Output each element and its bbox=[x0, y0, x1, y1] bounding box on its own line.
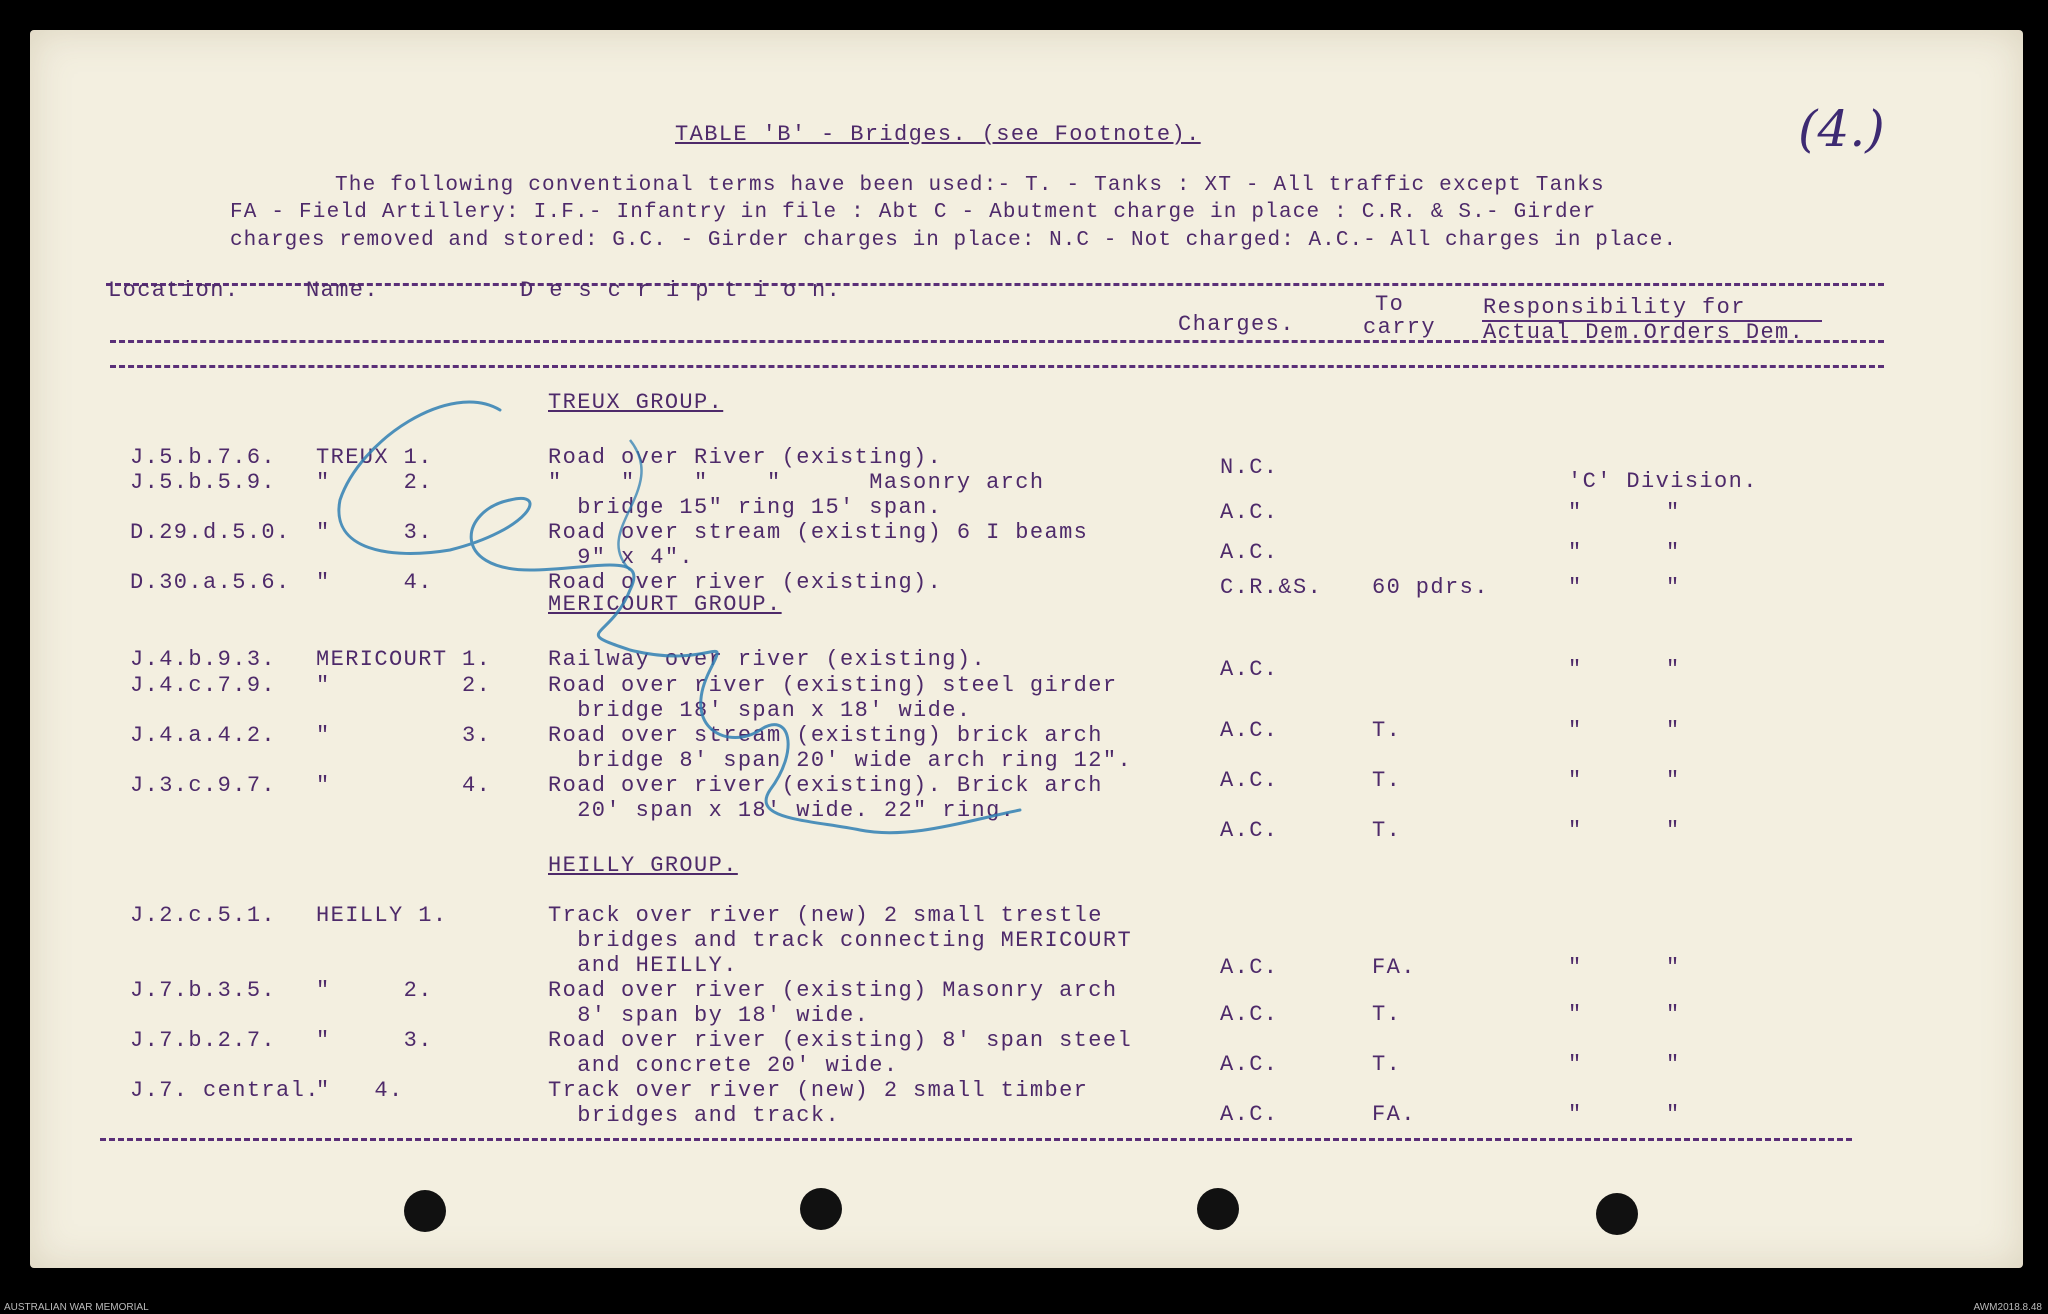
intro-line-1: The following conventional terms have been used:- T. - Tanks : XT - All traffic except Tanks bbox=[335, 174, 1605, 197]
cell-charges: A.C. bbox=[1220, 657, 1279, 682]
cell-actual-dem: " bbox=[1568, 768, 1583, 793]
cell-location: D.30.a.5.6. bbox=[130, 570, 291, 595]
cell-actual-dem: " bbox=[1568, 575, 1583, 600]
cell-description: " " " " Masonry arch bbox=[548, 470, 1045, 495]
cell-description: and HEILLY. bbox=[548, 953, 738, 978]
cell-description: and concrete 20' wide. bbox=[548, 1053, 899, 1078]
cell-description: Track over river (new) 2 small trestle bbox=[548, 903, 1103, 928]
cell-carry: T. bbox=[1372, 718, 1402, 743]
table-title: TABLE 'B' - Bridges. (see Footnote). bbox=[675, 122, 1201, 147]
cell-location: J.7.b.3.5. bbox=[130, 978, 277, 1003]
cell-name: " 2. bbox=[316, 978, 433, 1003]
cell-orders-dem: " bbox=[1666, 768, 1681, 793]
cell-name: TREUX 1. bbox=[316, 445, 433, 470]
cell-charges: A.C. bbox=[1220, 540, 1279, 565]
intro-line-3: charges removed and stored: G.C. - Girder charges in place: N.C - Not charged: A.C.- All charges in place. bbox=[230, 229, 1678, 252]
cell-description: 8' span by 18' wide. bbox=[548, 1003, 870, 1028]
group-heading: TREUX GROUP. bbox=[548, 390, 724, 415]
cell-description: Railway over river (existing). bbox=[548, 647, 987, 672]
cell-charges: A.C. bbox=[1220, 718, 1279, 743]
cell-orders-dem: " bbox=[1666, 1052, 1681, 1077]
cell-carry: FA. bbox=[1372, 1102, 1416, 1127]
cell-location: J.3.c.9.7. bbox=[130, 773, 277, 798]
cell-description: Road over River (existing). bbox=[548, 445, 943, 470]
cell-orders-dem: " bbox=[1666, 1102, 1681, 1127]
footer-right: AWM2018.8.48 bbox=[1973, 1302, 2042, 1313]
cell-carry: T. bbox=[1372, 1002, 1402, 1027]
cell-name: " 2. bbox=[316, 673, 492, 698]
cell-location: J.7. central. bbox=[130, 1078, 320, 1103]
cell-name: HEILLY 1. bbox=[316, 903, 448, 928]
footer-left: AUSTRALIAN WAR MEMORIAL bbox=[4, 1302, 149, 1313]
cell-name: " 2. bbox=[316, 470, 433, 495]
cell-carry: T. bbox=[1372, 768, 1402, 793]
cell-description: 9" x 4". bbox=[548, 545, 695, 570]
cell-name: " 3. bbox=[316, 520, 433, 545]
col-header-location: Location. bbox=[108, 278, 240, 303]
cell-charges: A.C. bbox=[1220, 1052, 1279, 1077]
group-heading: HEILLY GROUP. bbox=[548, 853, 738, 878]
cell-actual-dem: " bbox=[1568, 718, 1583, 743]
cell-name: " 4. bbox=[316, 570, 433, 595]
cell-charges: N.C. bbox=[1220, 455, 1279, 480]
cell-location: J.4.a.4.2. bbox=[130, 723, 277, 748]
cell-actual-dem: " bbox=[1568, 1102, 1583, 1127]
page-number: (4.) bbox=[1798, 100, 1885, 158]
cell-orders-dem: " bbox=[1666, 1002, 1681, 1027]
cell-description: Road over river (existing). Brick arch bbox=[548, 773, 1103, 798]
cell-description: Road over stream (existing) 6 I beams bbox=[548, 520, 1089, 545]
intro-line-2: FA - Field Artillery: I.F.- Infantry in file : Abt C - Abutment charge in place : C.R. & S.- Girder bbox=[230, 201, 1597, 224]
cell-charges: C.R.&S. bbox=[1220, 575, 1323, 600]
col-header-charges: Charges. bbox=[1178, 312, 1295, 337]
cell-description: bridge 15" ring 15' span. bbox=[548, 495, 943, 520]
cell-name: " 3. bbox=[316, 1028, 433, 1053]
cell-charges: A.C. bbox=[1220, 818, 1279, 843]
cell-charges: A.C. bbox=[1220, 1102, 1279, 1127]
cell-name: " 3. bbox=[316, 723, 492, 748]
cell-orders-dem: " bbox=[1666, 500, 1681, 525]
col-header-responsibility: Responsibility for bbox=[1483, 295, 1746, 320]
cell-location: J.5.b.7.6. bbox=[130, 445, 277, 470]
cell-location: D.29.d.5.0. bbox=[130, 520, 291, 545]
cell-description: Road over river (existing). bbox=[548, 570, 943, 595]
cell-description: Road over river (existing) steel girder bbox=[548, 673, 1118, 698]
cell-charges: A.C. bbox=[1220, 955, 1279, 980]
cell-actual-dem: " bbox=[1568, 1002, 1583, 1027]
cell-orders-dem: " bbox=[1666, 955, 1681, 980]
group-heading: MERICOURT GROUP. bbox=[548, 592, 782, 617]
cell-carry: T. bbox=[1372, 1052, 1402, 1077]
cell-carry: T. bbox=[1372, 818, 1402, 843]
cell-name: " 4. bbox=[316, 773, 492, 798]
cell-carry: 60 pdrs. bbox=[1372, 575, 1489, 600]
col-header-to: To bbox=[1375, 292, 1405, 317]
cell-actual-dem: " bbox=[1568, 500, 1583, 525]
pencil-cancel-scribble bbox=[30, 30, 2023, 1268]
cell-charges: A.C. bbox=[1220, 768, 1279, 793]
cell-location: J.2.c.5.1. bbox=[130, 903, 277, 928]
cell-location: J.7.b.2.7. bbox=[130, 1028, 277, 1053]
cell-name: MERICOURT 1. bbox=[316, 647, 492, 672]
cell-orders-dem: " bbox=[1666, 657, 1681, 682]
cell-description: bridges and track connecting MERICOURT bbox=[548, 928, 1133, 953]
cell-description: Track over river (new) 2 small timber bbox=[548, 1078, 1089, 1103]
col-header-actual-orders: Actual Dem.Orders Dem. bbox=[1483, 320, 1805, 345]
cell-description: bridge 8' span 20' wide arch ring 12". bbox=[548, 748, 1133, 773]
cell-actual-dem: " bbox=[1568, 955, 1583, 980]
cell-orders-dem: " bbox=[1666, 818, 1681, 843]
cell-orders-dem: " bbox=[1666, 575, 1681, 600]
cell-description: 20' span x 18' wide. 22" ring. bbox=[548, 798, 1016, 823]
cell-location: J.4.c.7.9. bbox=[130, 673, 277, 698]
cell-charges: A.C. bbox=[1220, 500, 1279, 525]
cell-description: Road over stream (existing) brick arch bbox=[548, 723, 1103, 748]
cell-description: Road over river (existing) 8' span steel bbox=[548, 1028, 1133, 1053]
cell-description: bridges and track. bbox=[548, 1103, 841, 1128]
col-header-name: Name. bbox=[306, 278, 380, 303]
cell-orders-dem: " bbox=[1666, 718, 1681, 743]
cell-actual-dem: " bbox=[1568, 1052, 1583, 1077]
col-header-carry: carry bbox=[1363, 315, 1437, 340]
cell-charges: A.C. bbox=[1220, 1002, 1279, 1027]
cell-actual-dem: 'C' Division. bbox=[1568, 469, 1758, 494]
cell-description: Road over river (existing) Masonry arch bbox=[548, 978, 1118, 1003]
cell-description: bridge 18' span x 18' wide. bbox=[548, 698, 972, 723]
col-header-description: D e s c r i p t i o n. bbox=[520, 278, 842, 303]
document-page bbox=[30, 30, 2023, 1268]
cell-location: J.5.b.5.9. bbox=[130, 470, 277, 495]
cell-orders-dem: " bbox=[1666, 540, 1681, 565]
cell-location: J.4.b.9.3. bbox=[130, 647, 277, 672]
cell-actual-dem: " bbox=[1568, 818, 1583, 843]
cell-actual-dem: " bbox=[1568, 657, 1583, 682]
cell-actual-dem: " bbox=[1568, 540, 1583, 565]
cell-carry: FA. bbox=[1372, 955, 1416, 980]
cell-name: " 4. bbox=[316, 1078, 404, 1103]
